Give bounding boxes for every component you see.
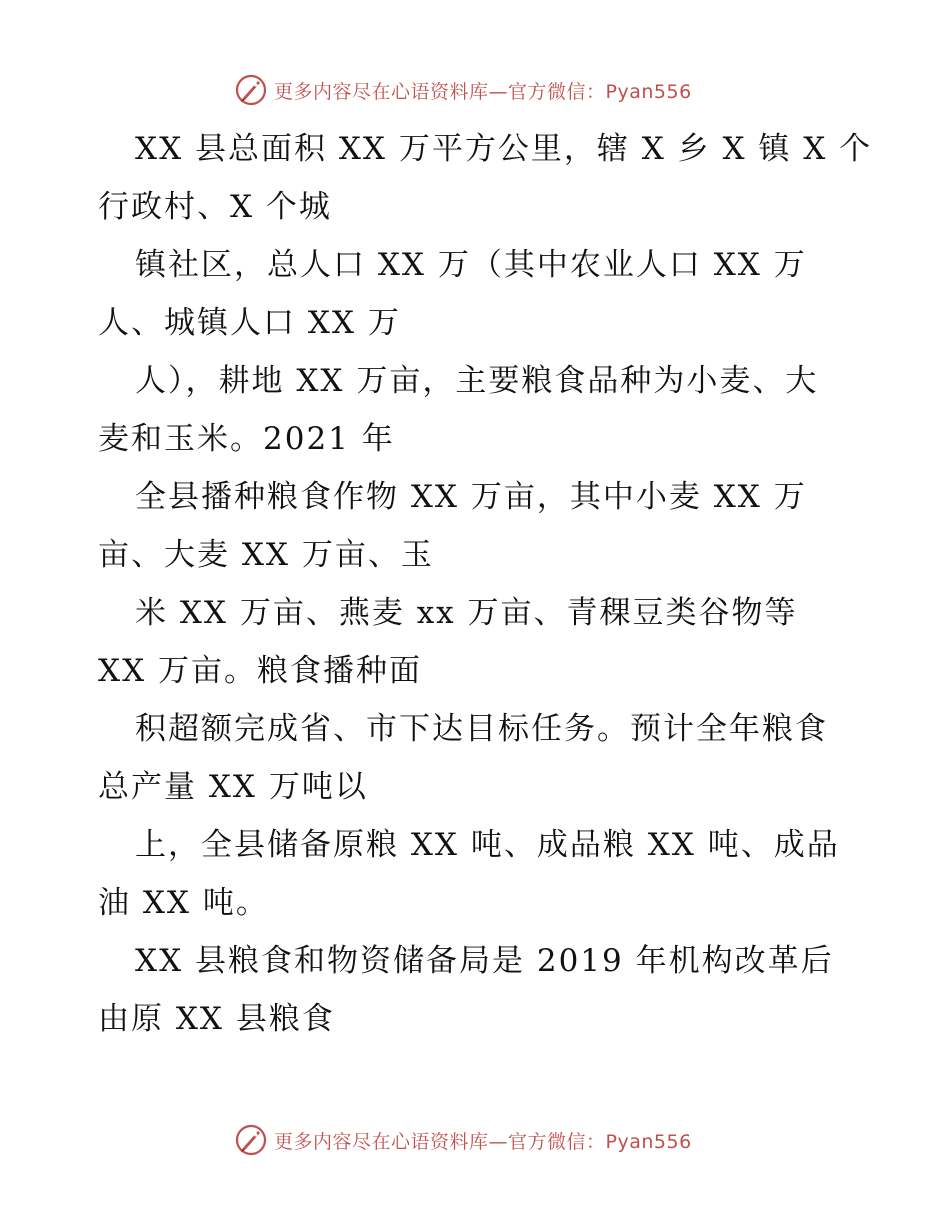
quill-pen-icon (234, 73, 268, 107)
paragraph-line: 油 XX 吨。 (98, 885, 269, 921)
paragraph-line: 麦和玉米。2021 年 (98, 421, 395, 457)
quill-pen-icon (234, 1123, 268, 1157)
paragraph-line: 积超额完成省、市下达目标任务。预计全年粮食 (135, 711, 828, 747)
paragraph-line: 上，全县储备原粮 XX 吨、成品粮 XX 吨、成品 (135, 827, 840, 863)
document-body (98, 120, 873, 1048)
paragraph-line: 由原 XX 县粮食 (98, 1001, 335, 1037)
footer-watermark (234, 1122, 692, 1158)
header-watermark (234, 72, 692, 108)
paragraph-line: 总产量 XX 万吨以 (98, 769, 368, 805)
paragraph-line: 亩、大麦 XX 万亩、玉 (98, 537, 434, 573)
watermark-text: 更多内容尽在心语资料库—官方微信：Pyan556 (274, 80, 692, 103)
paragraph-line: 米 XX 万亩、燕麦 xx 万亩、青稞豆类谷物等 (135, 595, 798, 631)
watermark-text: 更多内容尽在心语资料库—官方微信：Pyan556 (274, 1130, 692, 1153)
paragraph-line: 人、城镇人口 XX 万 (98, 305, 401, 341)
paragraph-line: XX 万亩。粮食播种面 (98, 653, 422, 689)
paragraph-line: 人），耕地 XX 万亩，主要粮食品种为小麦、大 (135, 363, 819, 399)
paragraph-line: 全县播种粮食作物 XX 万亩，其中小麦 XX 万 (135, 479, 807, 515)
paragraph-line: XX 县总面积 XX 万平方公里，辖 X 乡 X 镇 X 个 (135, 131, 873, 167)
paragraph-line: 行政村、X 个城 (98, 189, 332, 225)
paragraph-line: 镇社区，总人口 XX 万（其中农业人口 XX 万 (135, 247, 807, 283)
paragraph-line: XX 县粮食和物资储备局是 2019 年机构改革后 (135, 943, 834, 979)
